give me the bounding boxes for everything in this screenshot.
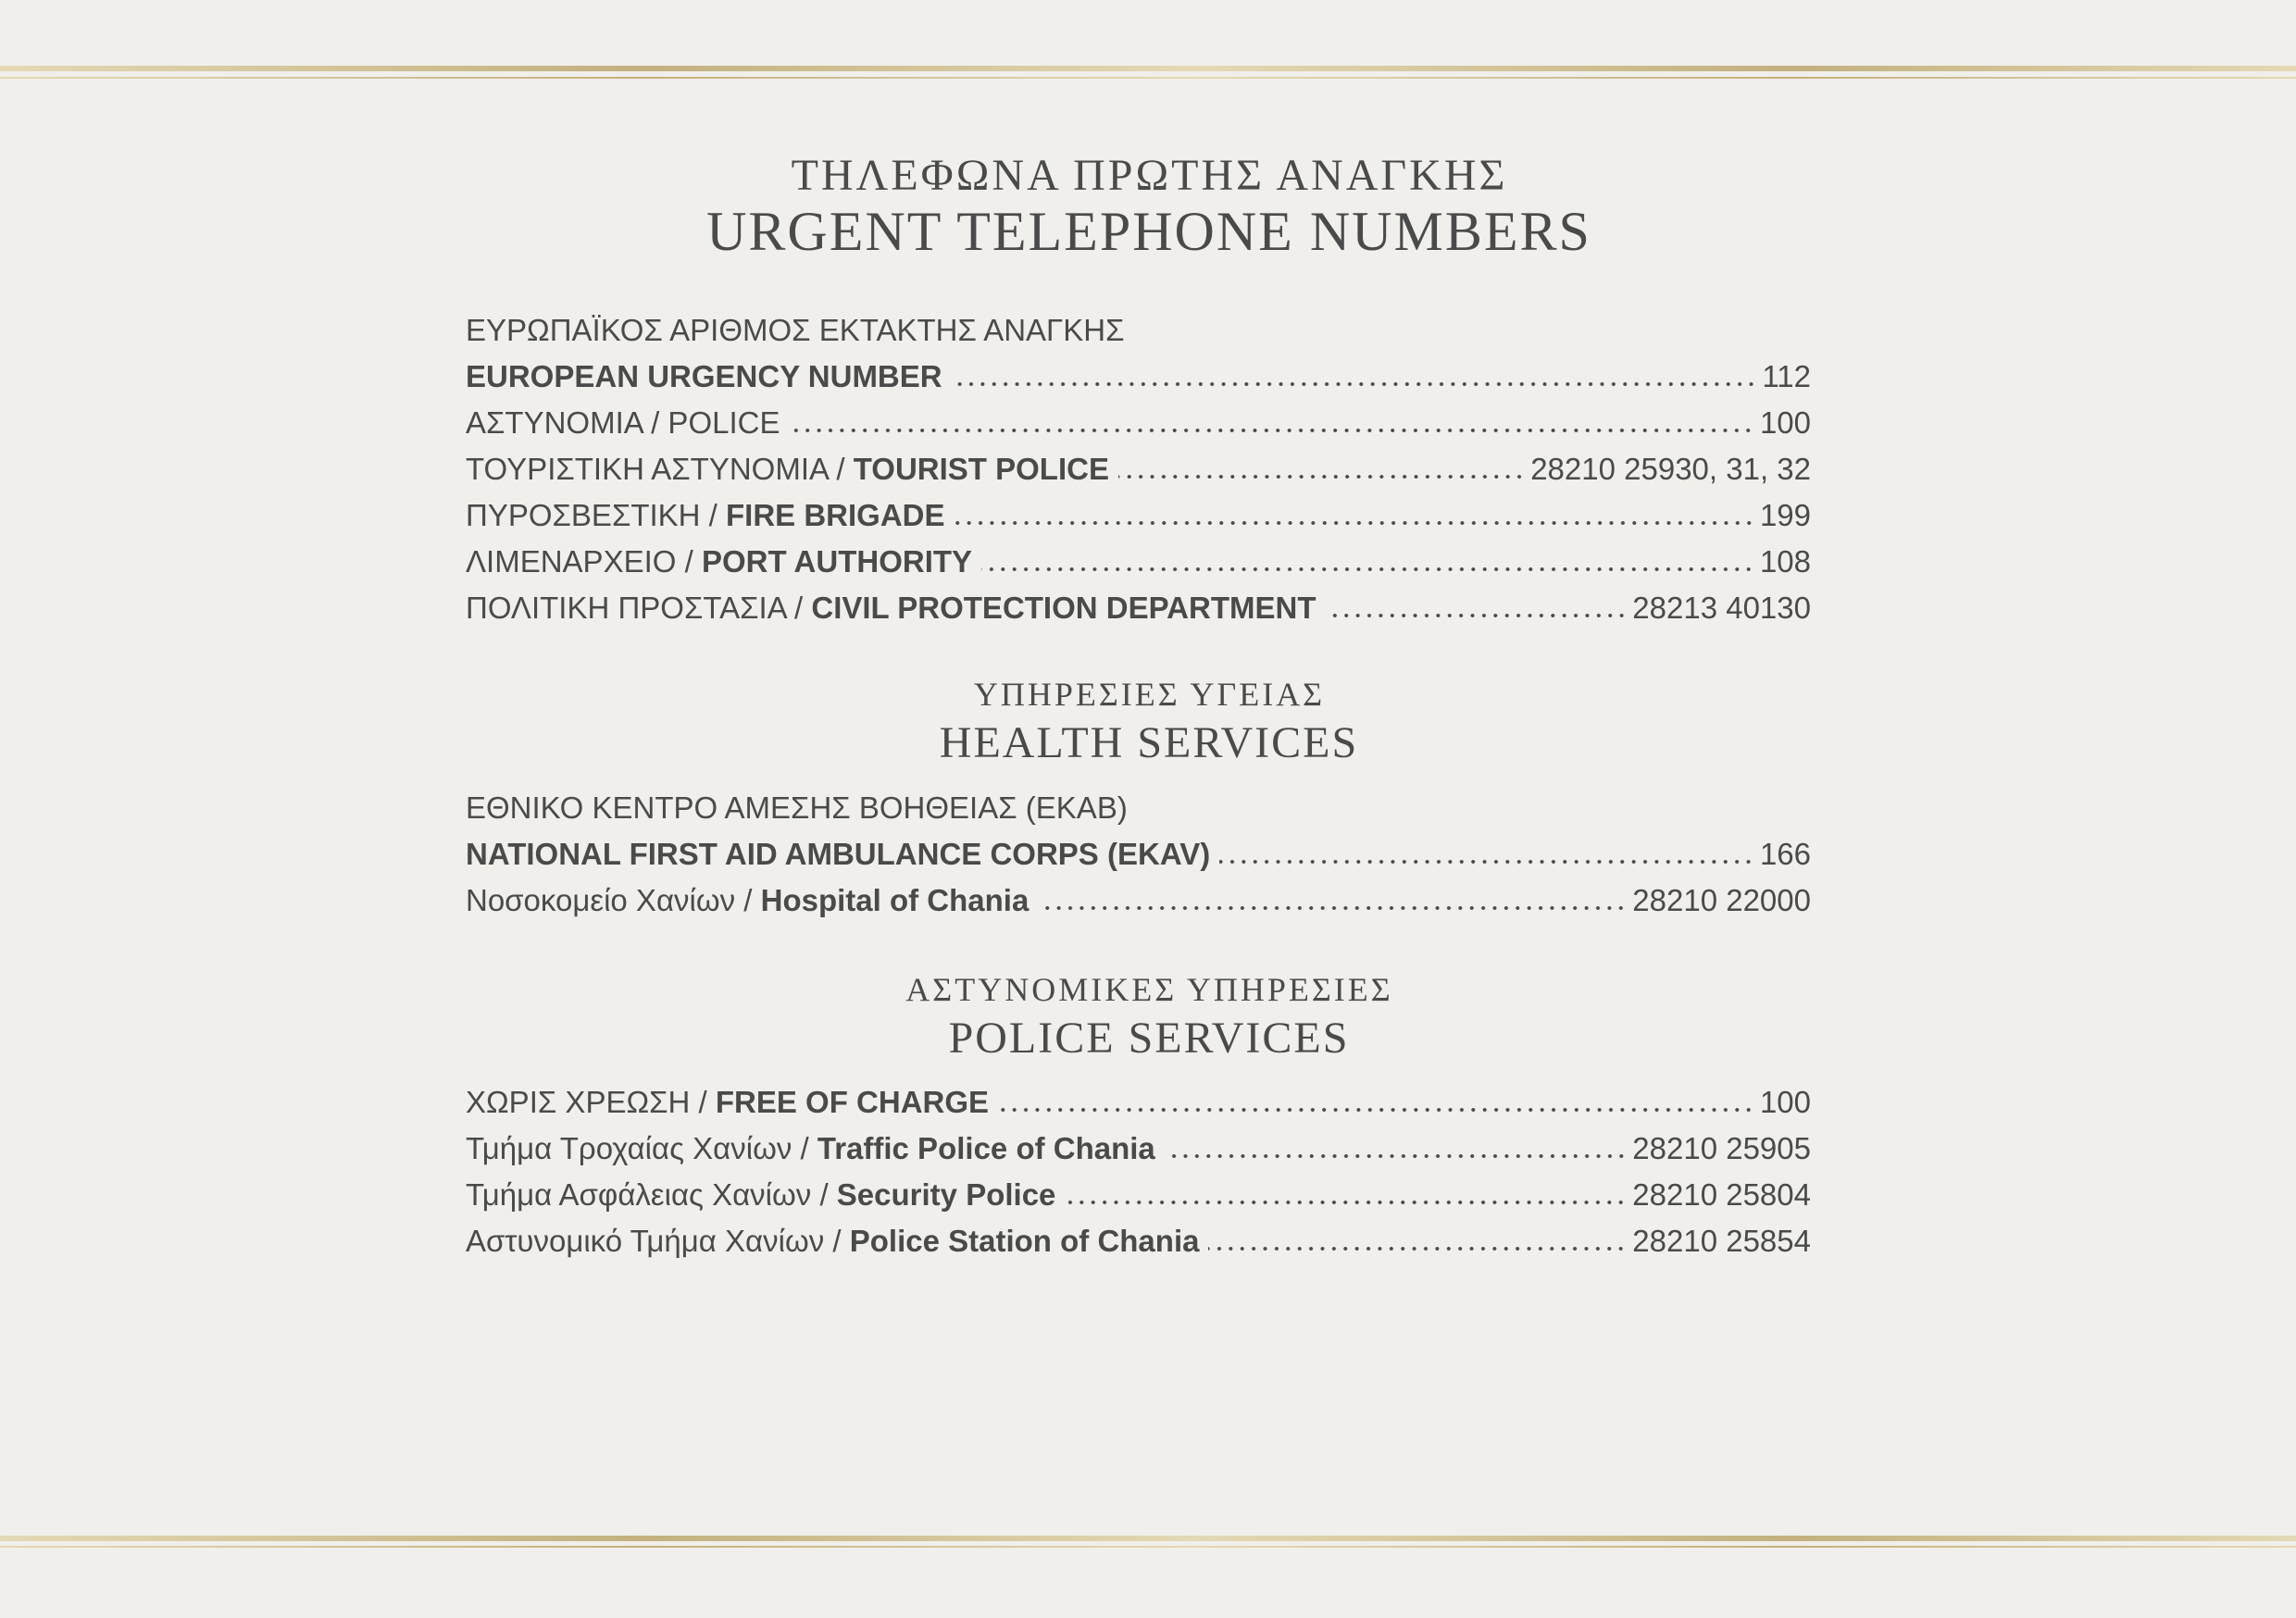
entry-label-bold: EUROPEAN URGENCY NUMBER — [466, 359, 942, 393]
health-services-heading — [0, 671, 2296, 769]
dot-leader — [1038, 905, 1627, 911]
dot-leader — [1165, 1153, 1628, 1159]
section-title-greek: ΥΠΗΡΕΣΙΕΣ ΥΓΕΙΑΣ — [973, 676, 1326, 713]
entry-number: 100 — [1759, 1085, 1811, 1119]
entry-label-bold: NATIONAL FIRST AID AMBULANCE CORPS (EKAV) — [466, 837, 1211, 871]
entry-label-bold: PORT AUTHORITY — [701, 544, 973, 579]
entry-number: 100 — [1759, 405, 1811, 440]
entry-label-bold: TOURIST POLICE — [853, 452, 1109, 486]
entry-label-bold: Traffic Police of Chania — [817, 1131, 1155, 1165]
entry-label — [466, 877, 1029, 924]
dot-leader — [789, 428, 1753, 433]
bottom-gold-rule-thick — [0, 1536, 2296, 1541]
entry-row-european-urgency — [466, 354, 1811, 400]
dot-leader — [1326, 613, 1628, 618]
entry-label — [466, 831, 1210, 877]
entry-label-text: Τμήμα Ασφάλειας Χανίων / — [466, 1177, 837, 1212]
entry-label-text: Αστυνομικό Τμήμα Χανίων / — [466, 1224, 850, 1258]
entry-label — [466, 400, 780, 446]
entry-row-port-authority — [466, 539, 1811, 585]
section-title-english: POLICE SERVICES — [948, 1014, 1350, 1063]
entry-label — [466, 1172, 1055, 1218]
entry-number: 28210 25854 — [1632, 1224, 1811, 1258]
entry-label-text: ΧΩΡΙΣ ΧΡΕΩΣΗ / — [466, 1085, 716, 1119]
top-gold-rule-thick — [0, 66, 2296, 71]
dot-leader — [1065, 1200, 1627, 1205]
entry-number: 199 — [1759, 498, 1811, 532]
entry-number: 28210 25930, 31, 32 — [1530, 452, 1811, 486]
entry-label-text: ΠΥΡΟΣΒΕΣΤΙΚΗ / — [466, 498, 727, 532]
entry-row-traffic-police — [466, 1126, 1811, 1172]
entry-label — [466, 1126, 1155, 1172]
section-title-greek: ΑΣΤΥΝΟΜΙΚΕΣ ΥΠΗΡΕΣΙΕΣ — [905, 971, 1393, 1008]
entry-label — [466, 539, 972, 585]
entry-row-civil-protection — [466, 585, 1811, 631]
entry-row-security-police — [466, 1172, 1811, 1218]
entry-label — [466, 1079, 989, 1126]
entry-label-text: ΑΣΤΥΝΟΜΙΑ / POLICE — [466, 405, 780, 440]
entry-row-police-station — [466, 1218, 1811, 1264]
urgent-numbers-list — [466, 307, 1811, 631]
entry-label — [466, 492, 945, 539]
entry-number: 28210 25804 — [1632, 1177, 1811, 1212]
entry-label-bold: CIVIL PROTECTION DEPARTMENT — [811, 591, 1316, 625]
entry-label-bold: Security Police — [836, 1177, 1056, 1212]
page-title-english: URGENT TELEPHONE NUMBERS — [706, 201, 1591, 262]
entry-number: 28213 40130 — [1632, 591, 1811, 625]
dot-leader — [981, 566, 1754, 572]
entry-label-text: Νοσοκομείο Χανίων / — [466, 883, 761, 917]
page-header — [0, 150, 2296, 261]
european-number-greek-caption: ΕΥΡΩΠΑΪΚΟΣ ΑΡΙΘΜΟΣ ΕΚΤΑΚΤΗΣ ΑΝΑΓΚΗΣ — [466, 313, 1125, 347]
entry-row-tourist-police — [466, 446, 1811, 492]
police-services-list — [466, 1079, 1811, 1264]
entry-label-bold: Police Station of Chania — [849, 1224, 1200, 1258]
dot-leader — [1118, 474, 1525, 479]
top-gold-rule-thin — [0, 77, 2296, 79]
entry-number: 28210 25905 — [1632, 1131, 1811, 1165]
section-title-english: HEALTH SERVICES — [939, 718, 1359, 767]
entry-row-hospital — [466, 877, 1811, 924]
dot-leader — [952, 381, 1757, 387]
dot-leader — [1219, 859, 1754, 865]
entry-label-bold: FREE OF CHARGE — [715, 1085, 990, 1119]
dot-leader — [998, 1107, 1754, 1113]
health-services-list — [466, 785, 1811, 924]
entry-label — [466, 1218, 1199, 1264]
entry-label — [466, 585, 1316, 631]
entry-label — [466, 446, 1109, 492]
entry-number: 108 — [1759, 544, 1811, 579]
bottom-gold-rule-thin — [0, 1546, 2296, 1548]
entry-label-text: ΛΙΜΕΝΑΡΧΕΙΟ / — [466, 544, 702, 579]
entry-number: 28210 22000 — [1632, 883, 1811, 917]
entry-row-free-of-charge — [466, 1079, 1811, 1126]
ekav-greek-caption: ΕΘΝΙΚΟ ΚΕΝΤΡΟ ΑΜΕΣΗΣ ΒΟΗΘΕΙΑΣ (ΕΚΑΒ) — [466, 790, 1128, 825]
entry-row-police — [466, 400, 1811, 446]
entry-label-bold: Hospital of Chania — [760, 883, 1029, 917]
entry-number: 166 — [1759, 837, 1811, 871]
entry-row-ambulance — [466, 831, 1811, 877]
entry-label — [466, 354, 942, 400]
entry-label-text: ΤΟΥΡΙΣΤΙΚΗ ΑΣΤΥΝΟΜΙΑ / — [466, 452, 854, 486]
dot-leader — [955, 520, 1754, 526]
entry-row-fire-brigade — [466, 492, 1811, 539]
police-services-heading — [0, 966, 2296, 1064]
entry-label-text: ΠΟΛΙΤΙΚΗ ΠΡΟΣΤΑΣΙΑ / — [466, 591, 812, 625]
page-title-greek: ΤΗΛΕΦΩΝΑ ΠΡΩΤΗΣ ΑΝΑΓΚΗΣ — [791, 151, 1508, 200]
dot-leader — [1208, 1246, 1627, 1251]
entry-number: 112 — [1762, 359, 1811, 393]
entry-label-bold: FIRE BRIGADE — [726, 498, 945, 532]
entry-label-text: Τμήμα Τροχαίας Χανίων / — [466, 1131, 817, 1165]
